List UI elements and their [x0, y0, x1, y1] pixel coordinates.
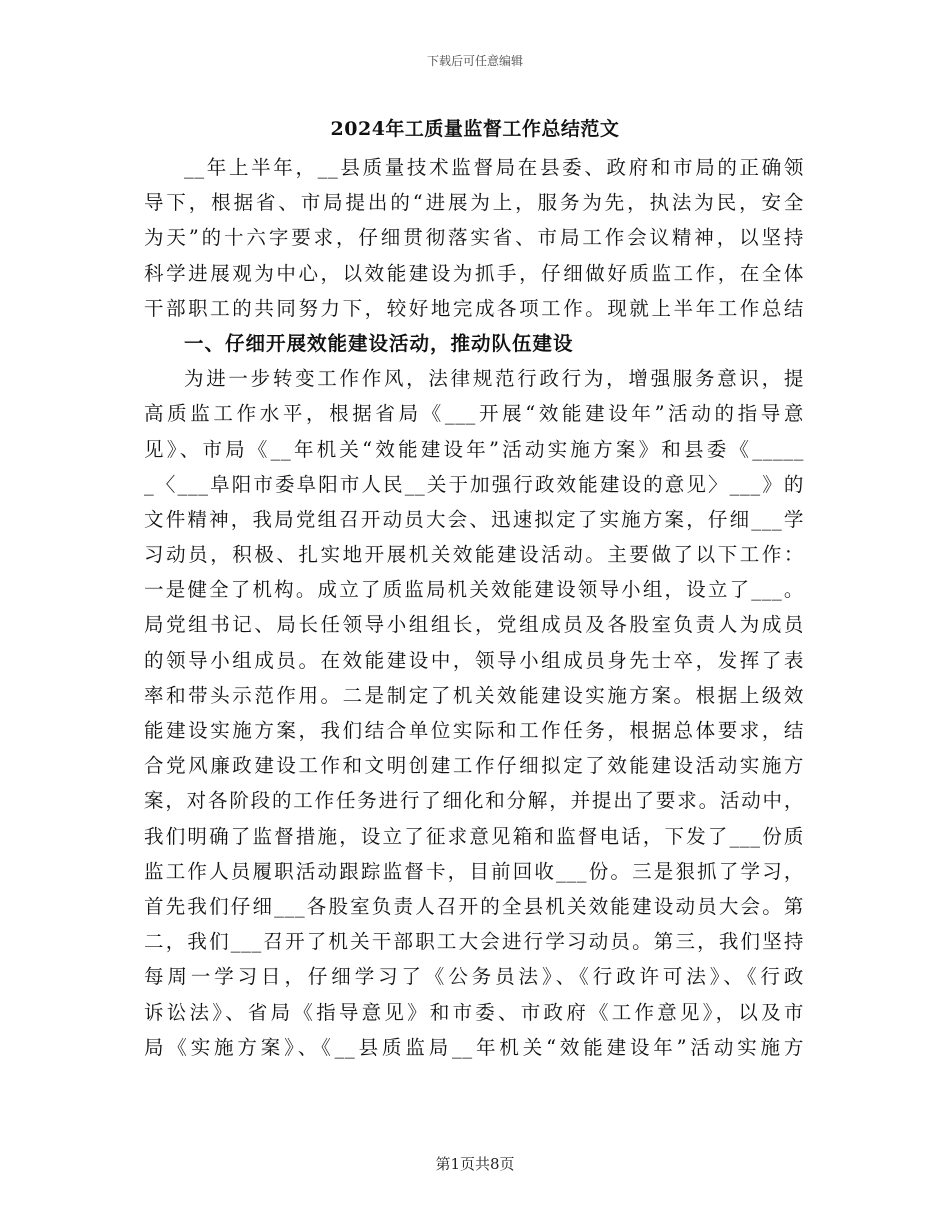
paragraph-line: 二，我们___召开了机关干部职工大会进行学习动员。第三，我们坚持 — [144, 930, 804, 954]
paragraph-line: 一是健全了机构。成立了质监局机关效能建设领导小组，设立了___。 — [144, 578, 804, 602]
paragraph-line: 首先我们仔细___各股室负责人召开的全县机关效能建设动员大会。第 — [144, 894, 804, 918]
paragraph-line: 为天”的十六字要求，仔细贯彻落实省、市局工作会议精神，以坚持 — [144, 226, 804, 250]
paragraph-line: 干部职工的共同努力下，较好地完成各项工作。现就上半年工作总结 — [144, 296, 804, 320]
paragraph-line: 率和带头示范作用。二是制定了机关效能建设实施方案。根据上级效 — [144, 683, 804, 707]
paragraph-line: 高质监工作水平，根据省局《___开展“效能建设年”活动的指导意 — [144, 402, 804, 426]
paragraph-line: _〈___阜阳市委阜阳市人民__关于加强行政效能建设的意见〉___》的 — [144, 472, 804, 496]
document-body — [144, 150, 804, 1065]
paragraph-line: 文件精神，我局党组召开动员大会、迅速拟定了实施方案，仔细___学 — [144, 507, 804, 531]
paragraph-line: 习动员，积极、扎实地开展机关效能建设活动。主要做了以下工作： — [144, 543, 804, 567]
paragraph-line: 科学进展观为中心，以效能建设为抓手，仔细做好质监工作，在全体 — [144, 261, 804, 285]
section-heading: 一、仔细开展效能建设活动，推动队伍建设 — [184, 331, 574, 355]
paragraph-line: __年上半年，__县质量技术监督局在县委、政府和市局的正确领 — [184, 156, 804, 179]
page-header-note: 下载后可任意编辑 — [426, 54, 523, 68]
paragraph-line: 导下，根据省、市局提出的“进展为上，服务为先，执法为民，安全 — [144, 191, 804, 215]
paragraph-line: 为进一步转变工作作风，法律规范行政行为，增强服务意识，提 — [184, 367, 804, 391]
paragraph-line: 能建设实施方案，我们结合单位实际和工作任务，根据总体要求，结 — [144, 719, 804, 742]
paragraph-line: 监工作人员履职活动跟踪监督卡，目前回收___份。三是狠抓了学习， — [144, 859, 804, 883]
paragraph-line: 局党组书记、局长任领导小组组长，党组成员及各股室负责人为成员 — [144, 613, 804, 637]
paragraph-line: 的领导小组成员。在效能建设中，领导小组成员身先士卒，发挥了表 — [144, 648, 804, 672]
paragraph-line: 案，对各阶段的工作任务进行了细化和分解，并提出了要求。活动中， — [144, 789, 804, 813]
paragraph-line: 我们明确了监督措施，设立了征求意见箱和监督电话，下发了___份质 — [144, 824, 804, 848]
document-title: 2024年工质量监督工作总结范文 — [330, 118, 620, 140]
paragraph-line: 合党风廉政建设工作和文明创建工作仔细拟定了效能建设活动实施方 — [144, 754, 804, 778]
paragraph-line: 见》、市局《__年机关“效能建设年”活动实施方案》和县委《_____ — [144, 437, 804, 461]
page-footer-page-number: 第1页共8页 — [435, 1155, 515, 1173]
paragraph-line: 每周一学习日，仔细学习了《公务员法》、《行政许可法》、《行政 — [144, 965, 804, 989]
paragraph-line: 局《实施方案》、《__县质监局__年机关“效能建设年”活动实施方 — [144, 1035, 804, 1059]
paragraph-line: 诉讼法》、省局《指导意见》和市委、市政府《工作意见》，以及市 — [144, 1000, 804, 1024]
